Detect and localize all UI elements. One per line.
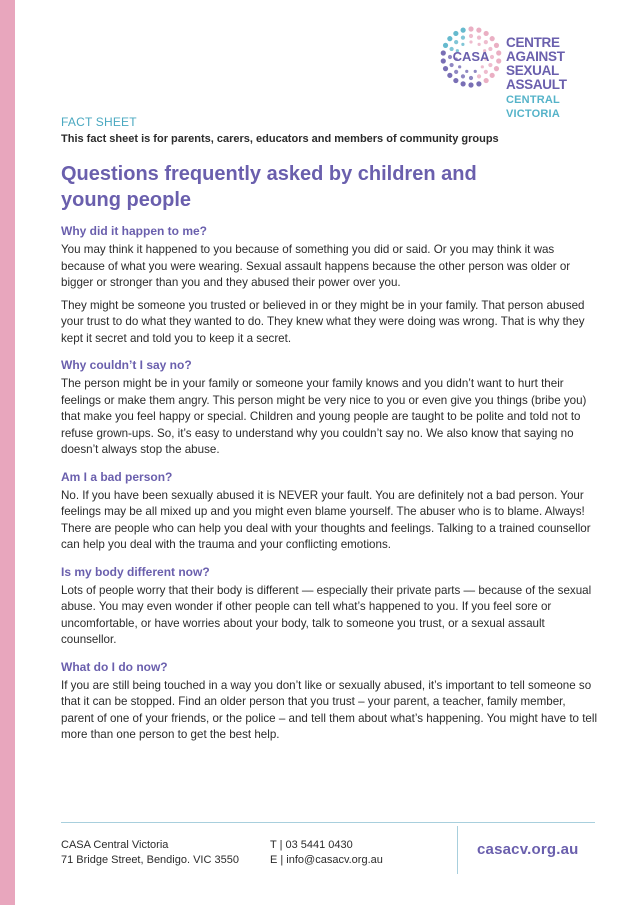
faq-paragraph: The person might be in your family or someone your family knows and you didn’t want to hurt their feelings or make them angry. This person might be very nice to you or even give you things (bribe you) that make you feel happy or special. Children and young people are taught to be polite and told not to refuse grown-ups. So, it’s easy to understand why you couldn’t say no. We also know that saying no doesn’t always stop the abuse. [61,377,587,456]
logo-dot [443,66,448,71]
faq-section-4 [61,564,601,649]
logo-dot [478,43,481,46]
logo-dot [448,55,452,59]
logo-dot [453,31,458,36]
logo-dot [484,31,489,36]
footer-rule [61,822,595,823]
faq-paragraph: You may think it happened to you because of something you did or said. Or you may think it was because of what you were wearing. Sexual assault happens because the other person was older or bigger or stronger than you and they abused their power over you. [61,243,571,289]
logo-dot [453,78,458,83]
faq-paragraph: Lots of people worry that their body is different — especially their private parts — because of the sexual abuse. You may even wonder if other people can tell what’s happened to you. If you feel sore or uncomfortable, or have worries about your body, talk to someone you trust, or a sexual assault counsellor. [61,583,592,646]
logo-dot [461,36,465,40]
faq-paragraph: If you are still being touched in a way you don’t like or sexually abused, it’s important to tell someone so that it can be stopped. Find an older person that you trust – your parent, a teacher, family member, parent of one of your friends, or the police – and tell them about what’s happening. You might have to tell more than one person to get the best help. [61,678,598,741]
logo-dot [490,73,495,78]
logo-dot [494,43,499,48]
logo-dot [496,50,501,55]
footer-divider [457,826,458,874]
logo-dot [461,74,465,78]
main-content [61,115,601,744]
faq-question: What do I do now? [61,659,168,674]
logo-wordmark [506,36,608,121]
logo-dot [465,70,468,73]
page-title: Questions frequently asked by children and young people [61,163,477,211]
faq-question: Why couldn’t I say no? [61,358,192,372]
logo-dot [484,40,488,44]
logo-dot [477,74,481,78]
casa-logo-dots-icon [438,24,504,90]
footer-address: 71 Bridge Street, Bendigo. VIC 3550 [61,854,239,866]
logo-dot [458,65,461,68]
faq-paragraph: They might be someone you trusted or believed in or they might be in your family. That person abused your trust to do what they wanted to do. They knew what they were doing was wrong. That is why they kept it secret and told you to keep it a secret. [61,298,585,345]
logo-dot [490,36,495,41]
fact-sheet-label: FACT SHEET [61,115,137,129]
logo-dot [469,40,472,43]
audience-note: This fact sheet is for parents, carers, educators and members of community groups [61,133,499,145]
faq-question: Am I a bad person? [61,469,173,484]
footer-org: CASA Central Victoria [61,839,169,851]
logo-dot [476,81,481,86]
faq-section-5 [61,659,601,744]
logo-dot [494,66,499,71]
casa-logo [438,24,608,120]
logo-dot [474,70,477,73]
logo-dot [484,78,489,83]
logo-dot [490,55,494,59]
logo-dot [443,43,448,48]
faq-question: Is my body different now? [61,564,210,579]
faq-question: Why did it happen to me? [61,224,207,238]
logo-dot [468,82,473,87]
footer-website-link[interactable]: casacv.org.au [477,841,579,858]
footer-phone[interactable]: T | 03 5441 0430 [270,839,353,851]
logo-dot [441,58,446,63]
logo-line-2: SEXUAL ASSAULT [506,63,567,92]
logo-dot [484,70,488,74]
logo-dot [454,70,458,74]
faq-paragraph: No. If you have been sexually abused it is NEVER your fault. You are definitely not a bad person. Your feelings may be all mixed up and you might even blame yourself. The abuser who is to blame. Always! There are people who can help you deal with your thoughts and feelings. Talking to a trained counsellor can help you deal with the trauma and your conflicting emotions. [61,488,591,551]
footer-address-block [61,838,239,868]
logo-mark: CASA [452,49,490,64]
logo-dot [476,28,481,33]
logo-dot [454,40,458,44]
logo-line-3: CENTRAL VICTORIA [506,94,560,120]
left-accent-bar [0,0,15,905]
faq-section-3 [61,469,601,554]
logo-dot [461,28,466,33]
footer-contact-block [270,838,383,868]
logo-dot [468,26,473,31]
logo-dot [461,81,466,86]
footer-email[interactable]: E | info@casacv.org.au [270,854,383,866]
faq-section-1 [61,223,601,347]
logo-dot [461,43,464,46]
logo-dot [496,58,501,63]
logo-dot [441,50,446,55]
logo-dot [469,34,473,38]
logo-dot [477,36,481,40]
logo-line-1: CENTRE AGAINST [506,35,565,64]
logo-dot [447,73,452,78]
logo-dot [481,65,484,68]
logo-dot [469,76,473,80]
logo-dot [447,36,452,41]
faq-section-2 [61,357,601,459]
